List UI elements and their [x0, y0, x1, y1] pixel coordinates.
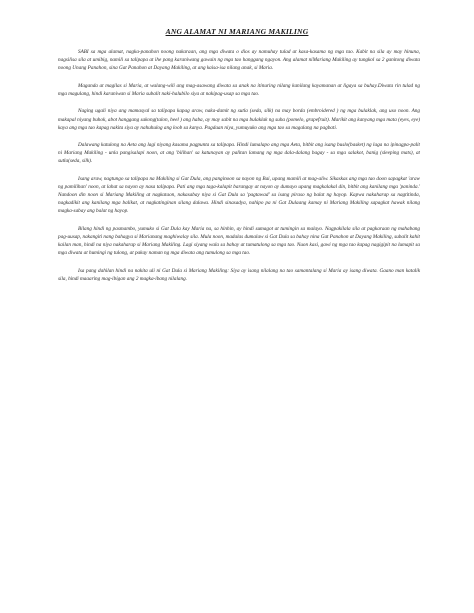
paragraph-1: SABI sa mga alamat, nagka-panahon noong nakaraan, ang mga diwata o dios ay namuhay tulad at kasa-kasama ng mga tao. Kabit na sila ay may hinuna, nagsilisa sila at umibig, namili sa talipapa at ihe pang karaniwang gawain ng mga tao hanggang ngayon. Ang alamat niMariang Makiling ay tungkol sa 2 ganitong diwata noong Unang Panahon, sina Gat Panahon at Dayang Makiling, at ang kaisa-isa nilang anak, si Maria. — [58, 49, 420, 72]
paragraph-5: Isang araw, nagtungo sa talipapa na Makiling si Gat Dula, ang panginoon sa nayon ng Bai, upang mamili at mag-aliw. Sikaskas ang mga tao doon sapagkat 'araw ng pamilihan' noon, at lahat sa nayon ay nasa talipapa. Pati ang mga taga-kalapit barangay at nayon ay dumayo upang magkalakal din, bitbit ang kanilang mga 'paninda.' Nandoon din noon si Mariang Makiling at nagkataon, nakasabay niya si Gat Dula sa 'pagtawad' sa isang piraso ng balat ng hayop. Kapwa nakaharap sa nagtitinda, nagkadikit ang kanilang mga balikat, at nagkatinginan silang dalawa. Hindi sinasadya, nahipo pa ni Gat Dulaang kamay ni Mariang Makiling sapagkat hawak nilang magka-sabay ang balat ng hayop. — [58, 176, 420, 215]
paragraph-3: Naging ugali niya ang mamasyal sa talipapa kapag araw, naka-damit ng sutla (seda, silk) na may borda (embroidered ) ng mga bulaklak, ang uso noon. Ang makapal niyang buhok, abot hanggang sakong(talon, heel ) ang haba, ay may sabit na mga bulaklak ng suha (pomelo, grapefruit). Marikit ang kanyang mga mata (eyes, eye) kaya ang mga tao kapag nakita siya ay nahuhulog ang loob sa kanya. Pagdaan niya, yumuyuko ang mga tao sa magalang na pagbati. — [58, 108, 420, 131]
document-body — [58, 48, 420, 293]
document-title: ANG ALAMAT NI MARIANG MAKILING — [165, 27, 309, 36]
paragraph-2: Maganda at magilas si Maria, at walang-wili ang mag-asawang diwata sa anak na itinuring nilang kanilang kayamanan at ligaya sa buhay.Diwata rin tulad ng mga magulang, hindi karaniwan si Maria subalit naki-halubilo siya at nakipag-usap sa mga tao. — [58, 82, 420, 97]
paragraph-7: Isa pang dahilan hindi na nakita uli ni Gat Dula si Mariang Makiling: Siya ay isang nilalang na tao samantalang si Maria ay isang diwata. Gaano man katalik sila, hindi maaaring mag-ibigan ang 2 magka-ibang nilalang. — [58, 267, 420, 282]
paragraph-6: Bilang hindi ng pasmambo, yumuko si Gat Dula kay Maria na, sa hinhin, ay hindi sumagot at tumingin sa malayo. Nagpakilala sila at pagkaraan ng mahabang pag-uusap, nakangiti nang bahagya si Marianang maghiwalay sila. Mula noon, madalas dumalaw si Gat Dula sa bahay nina Gat Panahon at Dayang Makiling, subalit kahit kailan man, hindi na niya nakaharap si Mariang Makiling. Lagi siyang wala sa bahay at tumatulong sa mga tao. Nuon kasi, gawi ng mga tao kapag nagigipit na lumapit sa mga diwata at humingi ng tulong, at pakay naman ng mga diwata ang tumulong sa mga tao. — [58, 226, 420, 257]
paragraph-4: Dalawang katulong na Aeta ang lagi niyang kasama pagpunta sa talipapa. Hindi lumalapo ang mga Aeta, bitbit ang isang buslo(basket) ng laga na ipinagpa-palit ni Mariang Makiling - unla pangisalapi noon, at ang 'bilihan' sa katunayan ay palitan lamang ng mga dala-dalang bagay - sa mga salakot, banig (sleeping mats), at sutla(seda, silk). — [58, 142, 420, 165]
